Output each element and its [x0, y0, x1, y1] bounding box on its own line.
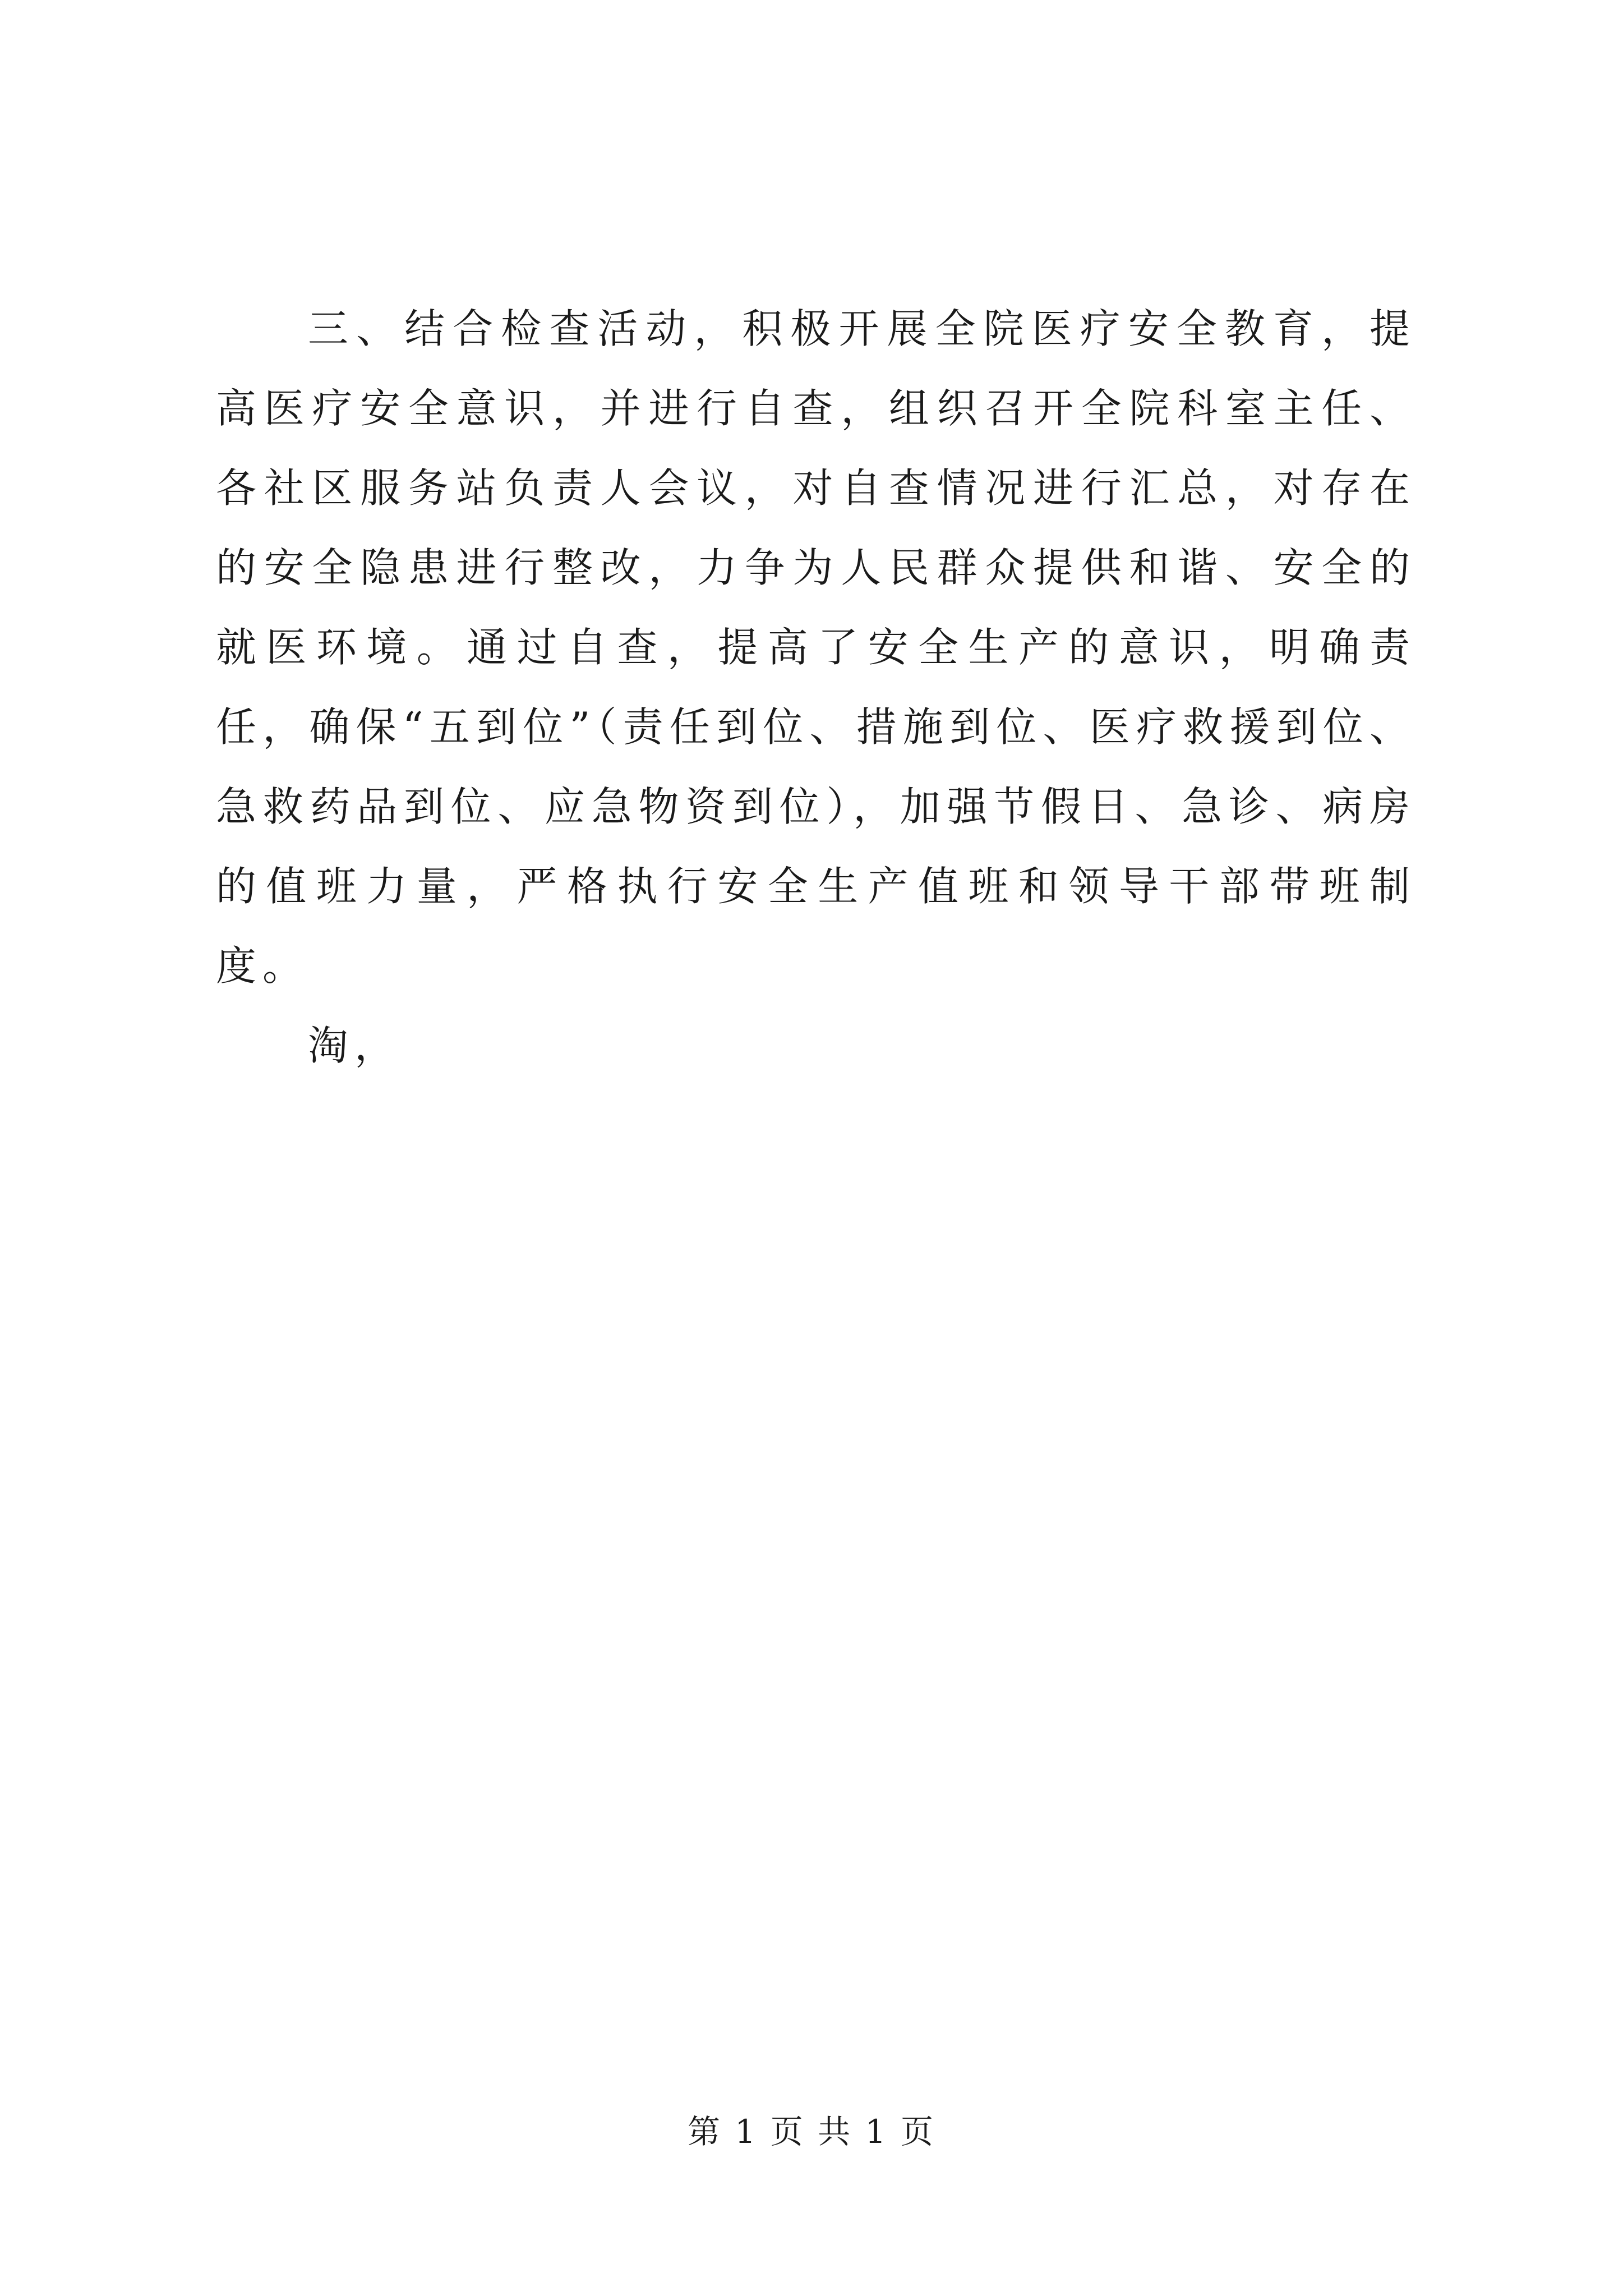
page-footer: 第 1 页 共 1 页 — [688, 2113, 935, 2151]
paragraph-fragment: 淘， — [308, 1022, 402, 1069]
paragraph-main: 三、结合检查活动，积极开展全院医疗安全教育，提高医疗安全意识，并进行自查，组织召开全院科室主任、各社区服务站负责人会议，对自查情况进行汇总，对存在的安全隐患进行整改，力争为人民群众提供和谐、安全的就医环境。通过自查，提高了安全生产的意识，明确责任，确保“五到位”（责任到位、措施到位、医疗救援到位、急救药品到位、应急物资到位），加强节假日、急诊、病房的值班力量，严格执行安全生产值班和领导干部带班制度。 — [216, 305, 1416, 990]
document-body — [216, 289, 1416, 1085]
